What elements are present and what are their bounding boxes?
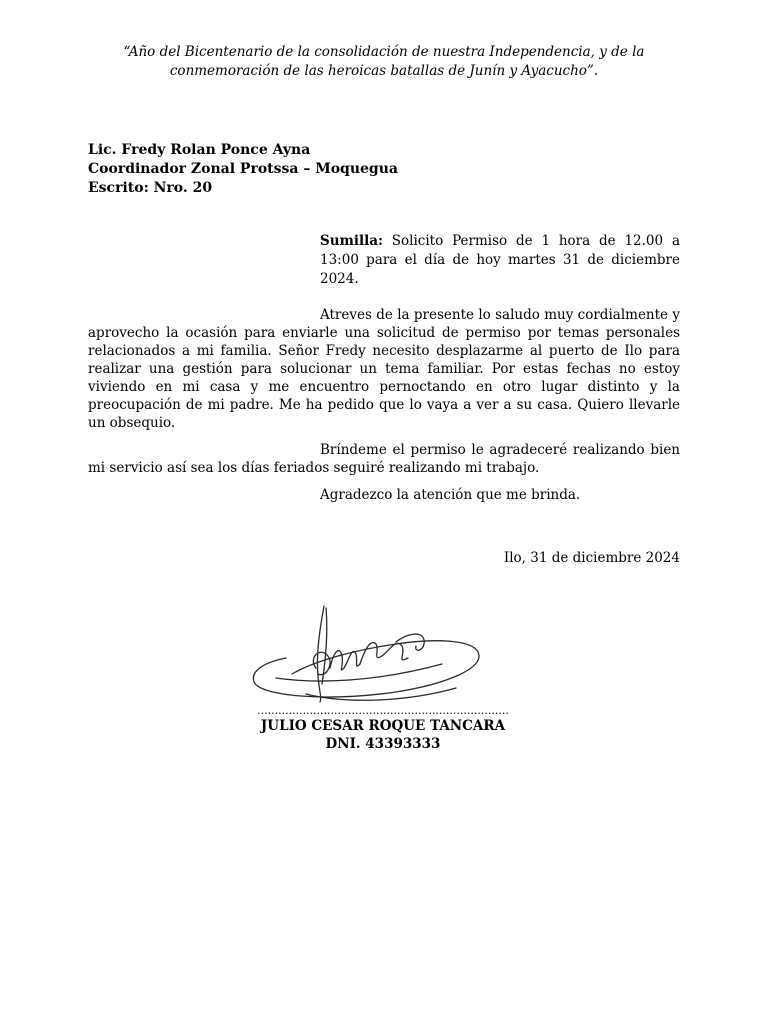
recipient-position: Coordinador Zonal Protssa – Moquegua [88, 161, 398, 177]
body-paragraph-request: Bríndeme el permiso le agradeceré realizando bien mi servicio así sea los días feriados seguiré realizando mi trabajo. [88, 442, 680, 476]
place-date: Ilo, 31 de diciembre 2024 [503, 550, 680, 566]
signature-block [230, 705, 536, 753]
sumilla-text: Solicito Permiso de 1 hora de 12.00 a 13:00 para el día de hoy martes 31 de diciembre 2024. [320, 233, 680, 287]
recipient-block [88, 141, 488, 198]
sumilla-block [320, 232, 680, 289]
year-motto: “Año del Bicentenario de la consolidación de nuestra Independencia, y de la conmemoración de las heroicas batallas de Junín y Ayacucho”. [123, 44, 645, 79]
signer-dni: DNI. 43393333 [325, 736, 441, 752]
body-paragraph-thanks: Agradezco la atención que me brinda. [320, 487, 581, 503]
signature-line: ........................................................................ [257, 704, 509, 717]
signer-name: JULIO CESAR ROQUE TANCARA [260, 718, 506, 734]
handwritten-signature [246, 598, 496, 718]
body-paragraph-greeting: Atreves de la presente lo saludo muy cordialmente y aprovecho la ocasión para enviarle una solicitud de permiso por temas personales relacionados a mi familia. Señor Fredy necesito desplazarme al puerto de Ilo para realizar una gestión para solucionar un tema familiar. Por estas fechas no estoy viviendo en mi casa y me encuentro pernoctando en otro lugar distinto y la preocupación de mi padre. Me ha pedido que lo vaya a ver a su casa. Quiero llevarle un obsequio. [88, 307, 680, 431]
recipient-name: Lic. Fredy Rolan Ponce Ayna [88, 142, 311, 158]
letter-body [88, 306, 680, 513]
document-reference: Escrito: Nro. 20 [88, 180, 213, 196]
sumilla-label: Sumilla: [320, 233, 383, 249]
